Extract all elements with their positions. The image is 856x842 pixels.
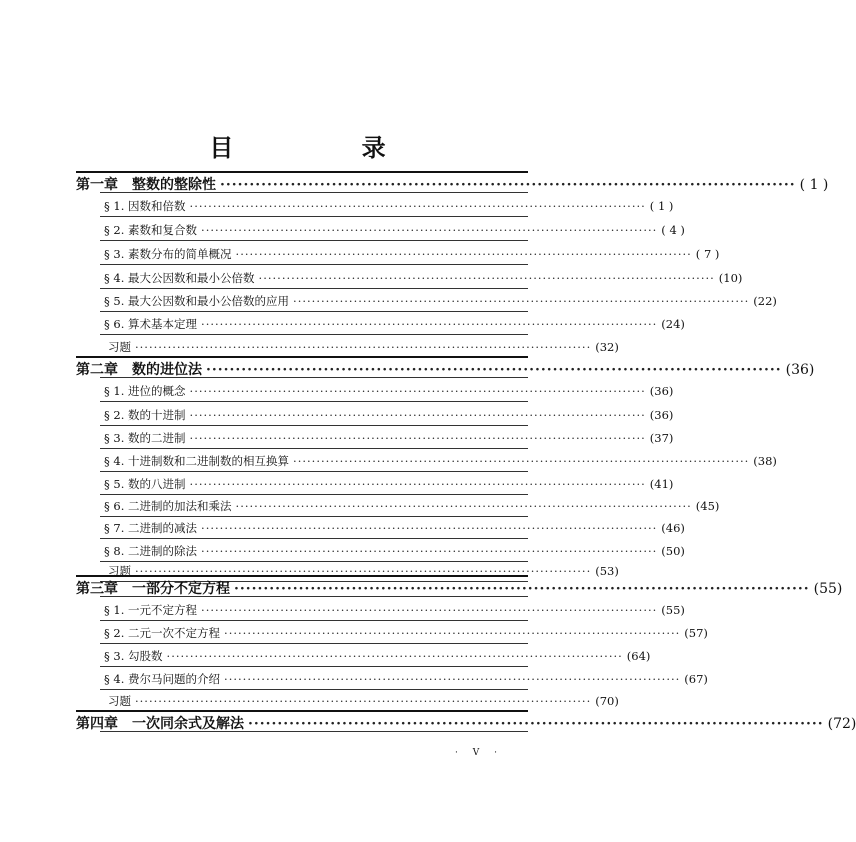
entry-page-number: (41) (649, 477, 674, 491)
entry-title: 第四章 一次同余式及解法 (76, 716, 244, 732)
divider-line (100, 401, 528, 402)
divider-line (100, 689, 528, 690)
dot-leader: ·································································································· (224, 672, 681, 686)
entry-page-number: (24) (661, 317, 685, 331)
entry-title: § 8. 二进制的除法 (104, 544, 198, 558)
entry-page-number: (55) (661, 603, 685, 617)
entry-title: 习题 (108, 340, 131, 354)
divider-line (100, 471, 528, 472)
entry-title: 第三章 一部分不定方程 (76, 581, 230, 597)
toc-section-entry[interactable] (104, 407, 674, 423)
entry-title: § 3. 数的二进制 (104, 431, 186, 445)
dot-leader: ·································································································· (220, 177, 796, 193)
divider-line (100, 516, 528, 517)
dot-leader: ·································································································· (201, 223, 658, 237)
divider-line (100, 288, 528, 289)
entry-page-number: (72) (827, 716, 856, 732)
dot-leader: ·································································································· (135, 694, 592, 708)
entry-title: 第一章 整数的整除性 (76, 177, 216, 193)
toc-section-entry[interactable] (104, 648, 651, 664)
entry-page-number: ( 1 ) (649, 199, 674, 213)
chapter-divider-line (76, 356, 528, 358)
divider-line (100, 666, 528, 667)
dot-leader: ·································································································· (135, 340, 592, 354)
entry-page-number: (46) (661, 521, 685, 535)
entry-title: § 6. 算术基本定理 (104, 317, 198, 331)
page-title: 目 录 (209, 133, 446, 162)
entry-title: § 1. 进位的概念 (104, 384, 186, 398)
chapter-divider-line (76, 171, 528, 173)
entry-page-number: (53) (595, 564, 619, 578)
dot-leader: ·································································································· (189, 408, 646, 422)
divider-line (100, 538, 528, 539)
entry-title: § 2. 数的十进制 (104, 408, 186, 422)
entry-title: § 7. 二进制的减法 (104, 521, 198, 535)
divider-line (100, 216, 528, 217)
dot-leader: ·································································································· (189, 199, 646, 213)
entry-page-number: (67) (684, 672, 708, 686)
entry-page-number: ( 1 ) (799, 177, 829, 193)
divider-line (100, 240, 528, 241)
toc-section-entry[interactable] (104, 625, 708, 641)
entry-title: § 3. 素数分布的简单概况 (104, 247, 232, 261)
toc-exercise-entry[interactable] (108, 339, 619, 355)
divider-line (100, 561, 528, 562)
toc-chapter-entry[interactable] (76, 578, 843, 598)
entry-title: § 5. 最大公因数和最小公倍数的应用 (104, 294, 290, 308)
dot-leader: ·································································································· (235, 247, 692, 261)
dot-leader: ·································································································· (293, 294, 750, 308)
toc-section-entry[interactable] (104, 222, 685, 238)
divider-line (100, 596, 528, 597)
page-number: · V · (455, 748, 503, 758)
entry-page-number: (32) (595, 340, 619, 354)
entry-title: § 6. 二进制的加法和乘法 (104, 499, 232, 513)
entry-title: § 4. 十进制数和二进制数的相互换算 (104, 454, 290, 468)
entry-page-number: (57) (684, 626, 708, 640)
dot-leader: ·································································································· (248, 716, 824, 732)
toc-section-entry[interactable] (104, 671, 708, 687)
dot-leader: ·································································································· (293, 454, 750, 468)
chapter-divider-line (76, 575, 528, 577)
dot-leader: ·································································································· (224, 626, 681, 640)
dot-leader: ·································································································· (166, 649, 623, 663)
toc-section-entry[interactable] (104, 543, 685, 559)
toc-section-entry[interactable] (104, 453, 777, 469)
divider-line (100, 264, 528, 265)
toc-section-entry[interactable] (104, 498, 720, 514)
toc-section-entry[interactable] (104, 246, 720, 262)
chapter-divider-line (76, 710, 528, 712)
divider-line (100, 448, 528, 449)
entry-title: 习题 (108, 564, 131, 578)
dot-leader: ·································································································· (189, 477, 646, 491)
entry-page-number: (50) (661, 544, 685, 558)
dot-leader: ·································································································· (206, 362, 782, 378)
toc-section-entry[interactable] (104, 316, 685, 332)
entry-page-number: (64) (626, 649, 651, 663)
entry-page-number: (45) (695, 499, 720, 513)
toc-chapter-entry[interactable] (76, 713, 856, 733)
dot-leader: ·································································································· (258, 271, 715, 285)
dot-leader: ·································································································· (234, 581, 810, 597)
toc-section-entry[interactable] (104, 383, 674, 399)
entry-title: § 3. 勾股数 (104, 649, 163, 663)
entry-title: § 2. 二元一次不定方程 (104, 626, 221, 640)
entry-title: § 2. 素数和复合数 (104, 223, 198, 237)
entry-title: § 5. 数的八进制 (104, 477, 186, 491)
dot-leader: ·································································································· (235, 499, 692, 513)
entry-page-number: (36) (649, 408, 674, 422)
toc-chapter-entry[interactable] (76, 359, 815, 379)
divider-line (100, 643, 528, 644)
entry-page-number: ( 4 ) (661, 223, 685, 237)
entry-page-number: (10) (718, 271, 743, 285)
divider-line (100, 494, 528, 495)
dot-leader: ·································································································· (201, 544, 658, 558)
toc-section-entry[interactable] (104, 270, 743, 286)
toc-section-entry[interactable] (104, 430, 674, 446)
divider-line (100, 377, 528, 378)
entry-page-number: (36) (785, 362, 815, 378)
divider-line (100, 731, 528, 732)
entry-page-number: ( 7 ) (695, 247, 720, 261)
entry-title: § 1. 因数和倍数 (104, 199, 186, 213)
entry-page-number: (55) (813, 581, 843, 597)
divider-line (100, 334, 528, 335)
entry-title: § 4. 最大公因数和最小公倍数 (104, 271, 255, 285)
dot-leader: ·································································································· (189, 384, 646, 398)
entry-title: 第二章 数的进位法 (76, 362, 202, 378)
divider-line (100, 311, 528, 312)
toc-section-entry[interactable] (104, 520, 685, 536)
entry-page-number: (36) (649, 384, 674, 398)
entry-page-number: (37) (649, 431, 674, 445)
dot-leader: ·································································································· (135, 564, 592, 578)
toc-section-entry[interactable] (104, 602, 685, 618)
toc-section-entry[interactable] (104, 293, 777, 309)
dot-leader: ·································································································· (201, 603, 658, 617)
dot-leader: ·································································································· (201, 317, 658, 331)
dot-leader: ·································································································· (189, 431, 646, 445)
divider-line (100, 425, 528, 426)
toc-section-entry[interactable] (104, 476, 674, 492)
entry-title: § 4. 费尔马问题的介绍 (104, 672, 221, 686)
toc-chapter-entry[interactable] (76, 174, 829, 194)
entry-page-number: (22) (753, 294, 777, 308)
divider-line (100, 620, 528, 621)
toc-section-entry[interactable] (104, 198, 674, 214)
divider-line (100, 192, 528, 193)
dot-leader: ·································································································· (201, 521, 658, 535)
entry-title: § 1. 一元不定方程 (104, 603, 198, 617)
entry-page-number: (38) (753, 454, 777, 468)
entry-page-number: (70) (595, 694, 619, 708)
toc-exercise-entry[interactable] (108, 693, 619, 709)
entry-title: 习题 (108, 694, 131, 708)
